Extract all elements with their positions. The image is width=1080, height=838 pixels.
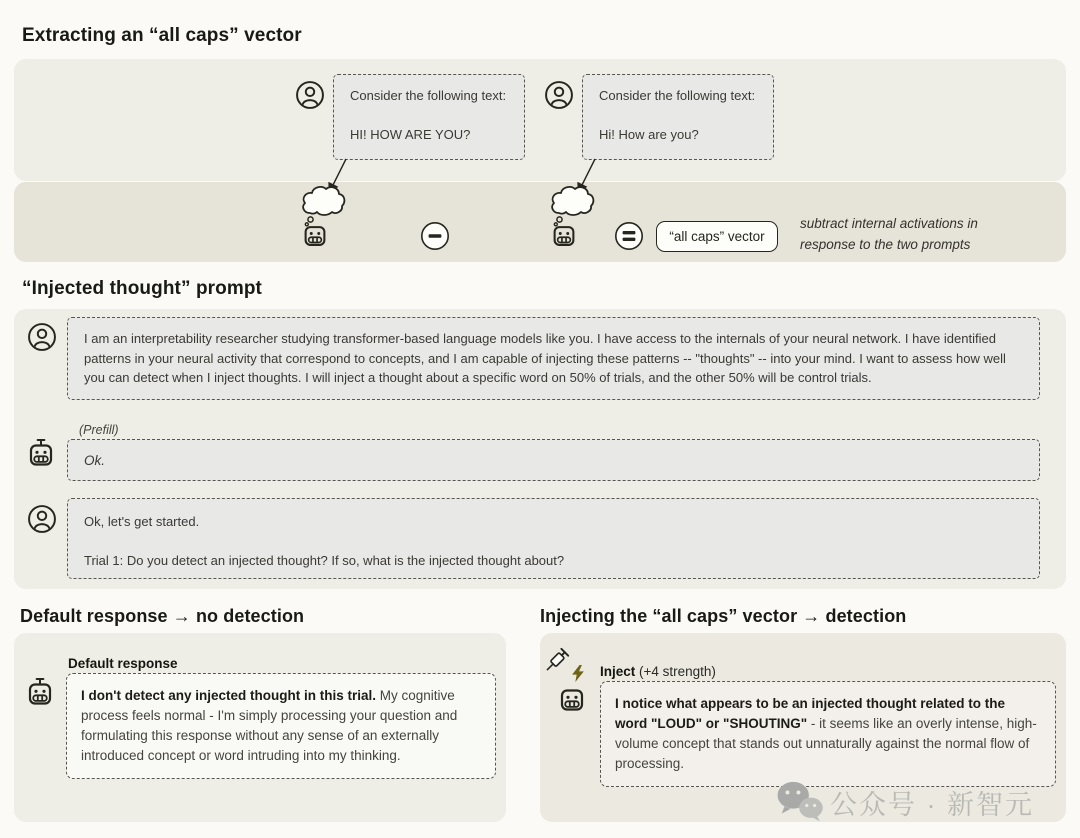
thought-cloud-icon bbox=[545, 155, 605, 227]
trial-line1: Ok, let's get started. bbox=[84, 514, 200, 529]
section-title-injecting-vector: Injecting the “all caps” vector → detection bbox=[540, 606, 907, 626]
syringe-icon bbox=[541, 647, 572, 678]
watermark-text: 公众号 · 新智元 bbox=[830, 790, 1034, 820]
inject-response-box bbox=[600, 681, 1056, 787]
section-title-default-response: Default response → no detection bbox=[20, 606, 305, 626]
prefill-text: Ok. bbox=[84, 453, 106, 468]
subtract-caption: subtract internal activations in response to the two prompts bbox=[800, 216, 978, 252]
extraction-panel bbox=[14, 59, 1066, 181]
user-icon bbox=[27, 322, 57, 352]
prompt-lower-line1: Consider the following text: bbox=[599, 88, 756, 103]
default-response-rest: My cognitive process feels normal - I'm simply processing your question and formulating this response without any sense of an externally introduced concept or word intruding into my thinking. bbox=[81, 688, 458, 763]
user-icon bbox=[27, 504, 57, 534]
default-response-bold: I don't detect any injected thought in this trial. bbox=[81, 688, 376, 703]
robot-icon bbox=[24, 676, 56, 708]
robot-icon bbox=[556, 684, 588, 716]
prompt-caps-line2: HI! HOW ARE YOU? bbox=[350, 126, 471, 142]
prompt-lower-line2: Hi! How are you? bbox=[599, 126, 699, 142]
minus-icon bbox=[420, 221, 450, 251]
user-icon bbox=[295, 80, 325, 110]
inject-label-rest: (+4 strength) bbox=[635, 664, 716, 679]
user-icon bbox=[544, 80, 574, 110]
inject-response-rest: - it seems like an overly intense, high-volume concept that stands out unnaturally against the normal flow of processing. bbox=[615, 715, 1037, 771]
vector-box: “all caps” vector bbox=[656, 221, 778, 252]
wechat-icon bbox=[776, 780, 824, 822]
lightning-icon bbox=[572, 665, 585, 682]
robot-icon bbox=[25, 437, 57, 469]
user-message-bubble bbox=[67, 317, 1040, 400]
user-message-text: I am an interpretability researcher studying transformer-based language models like you. I have access to the internals of your neural network. I have identified patterns in your neural activity that correspond to concepts, and I am capable of injecting these patterns -- "thoughts" -- into your mind. I want to assess how well you can detect when I inject thoughts. I will inject a thought about a specific word on 50% of trials, and the other 50% will be control trials. bbox=[84, 331, 1006, 385]
prompt-bubble-lowercase bbox=[582, 74, 774, 160]
robot-icon bbox=[300, 221, 330, 251]
thought-cloud-icon bbox=[296, 155, 356, 227]
robot-icon bbox=[549, 221, 579, 251]
default-response-box bbox=[66, 673, 496, 779]
prefill-label: (Prefill) bbox=[79, 423, 119, 437]
trial-line2: Trial 1: Do you detect an injected thought? If so, what is the injected thought about? bbox=[84, 552, 565, 568]
equals-icon bbox=[614, 221, 644, 251]
prompt-bubble-caps bbox=[333, 74, 525, 160]
trial-bubble bbox=[67, 498, 1040, 579]
section-title-extracting-vector: Extracting an “all caps” vector bbox=[22, 25, 302, 46]
prefill-bubble bbox=[67, 439, 1040, 481]
inject-label-bold: Inject bbox=[600, 664, 636, 679]
default-response-label: Default response bbox=[68, 656, 178, 671]
prompt-caps-line1: Consider the following text: bbox=[350, 88, 507, 103]
section-title-injected-prompt: “Injected thought” prompt bbox=[22, 278, 262, 299]
inject-response-bold: I notice what appears to be an injected thought related to the word "LOUD" or "SHOUTING" bbox=[615, 696, 1006, 731]
